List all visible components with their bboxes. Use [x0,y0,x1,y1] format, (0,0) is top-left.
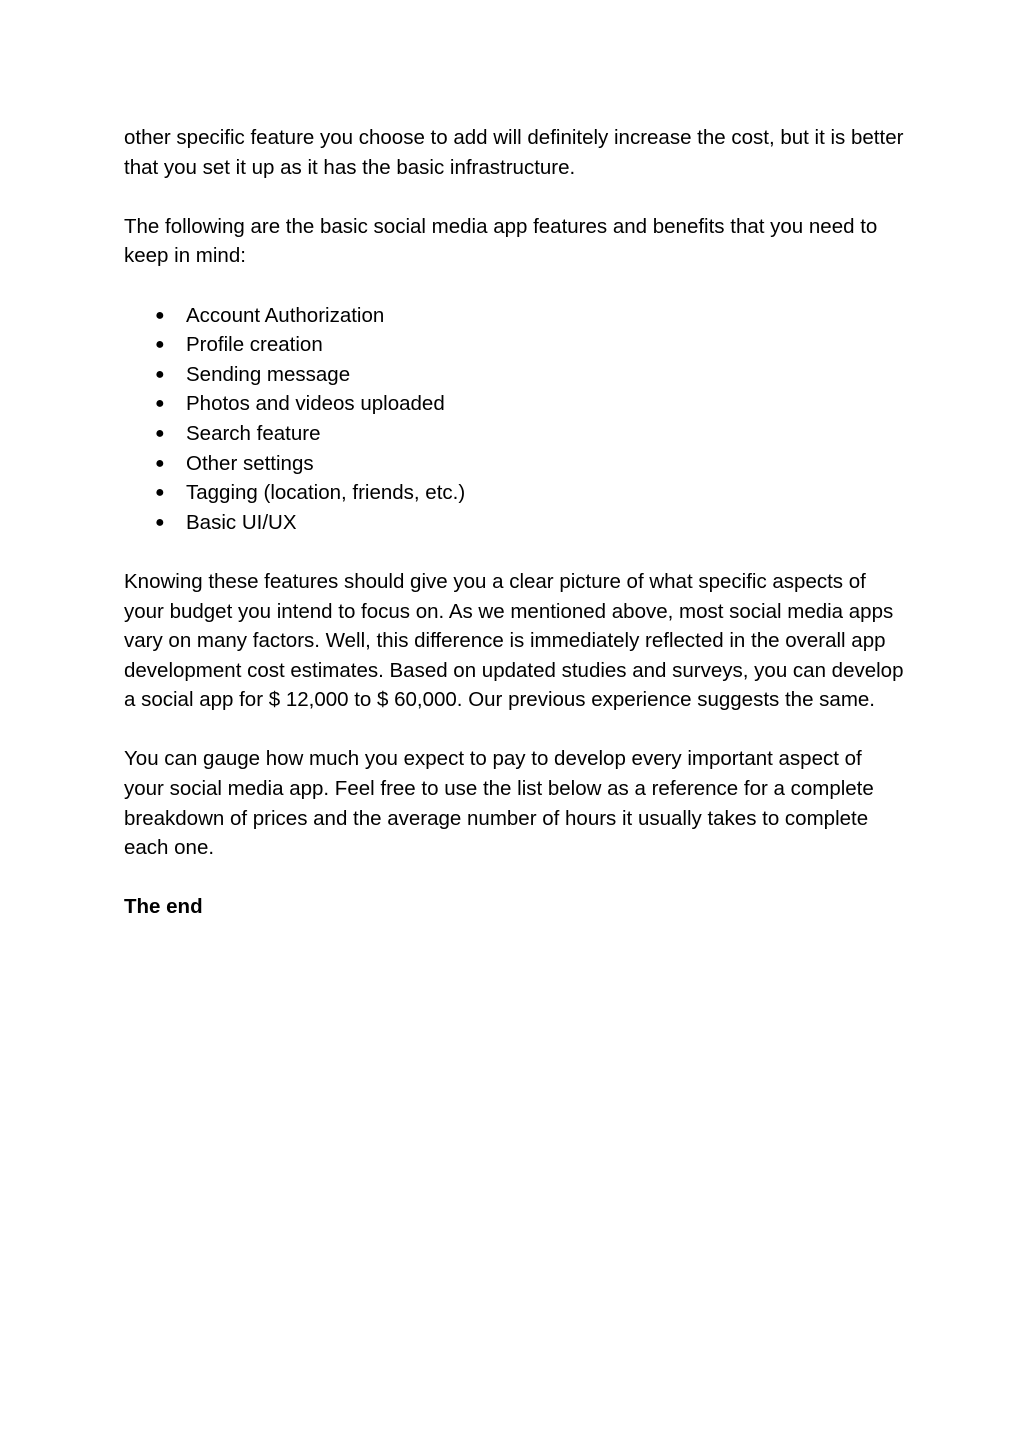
paragraph-features-lead: The following are the basic social media app features and benefits that you need to keep in mind: [124,214,878,268]
bullet-icon: ● [155,306,165,324]
list-item [124,360,904,390]
list-item-text: Photos and videos uploaded [186,392,445,416]
bullet-icon: ● [155,365,165,383]
paragraph-breakdown: You can gauge how much you expect to pay to develop every important aspect of your social media app. Feel free to use the list below as a reference for a complete breakdown of prices and the average number of hours it usually takes to complete each one. [124,747,874,860]
list-item [124,330,904,360]
list-item [124,419,904,449]
paragraph-cost-estimate: Knowing these features should give you a clear picture of what specific aspects of your budget you intend to focus on. As we mentioned above, most social media apps vary on many factors. Well, this difference is immediately reflected in the overall app development cost estimates. Based on updated studies and surveys, you can develop a social app for $ 12,000 to $ 60,000. Our previous experience suggests the same. [124,569,904,712]
list-item-text: Basic UI/UX [186,510,297,534]
list-item [124,301,904,331]
list-item-text: Other settings [186,451,314,475]
list-item-text: Account Authorization [186,303,385,327]
bullet-icon: ● [155,454,165,472]
list-item [124,389,904,419]
list-item-text: Profile creation [186,333,323,357]
bullet-icon: ● [155,513,165,531]
document-page [124,123,904,952]
list-item-text: Search feature [186,421,321,445]
bullet-icon: ● [155,424,165,442]
list-item [124,508,904,538]
list-item-text: Tagging (location, friends, etc.) [186,481,466,505]
list-item [124,449,904,479]
closing-heading: The end [124,895,203,919]
bullet-icon: ● [155,484,165,502]
feature-list [124,301,904,538]
paragraph-intro: other specific feature you choose to add will definitely increase the cost, but it is better that you set it up as it has the basic infrastructure. [124,126,904,179]
list-item-text: Sending message [186,362,351,386]
list-item [124,478,904,508]
bullet-icon: ● [155,336,165,354]
bullet-icon: ● [155,395,165,413]
